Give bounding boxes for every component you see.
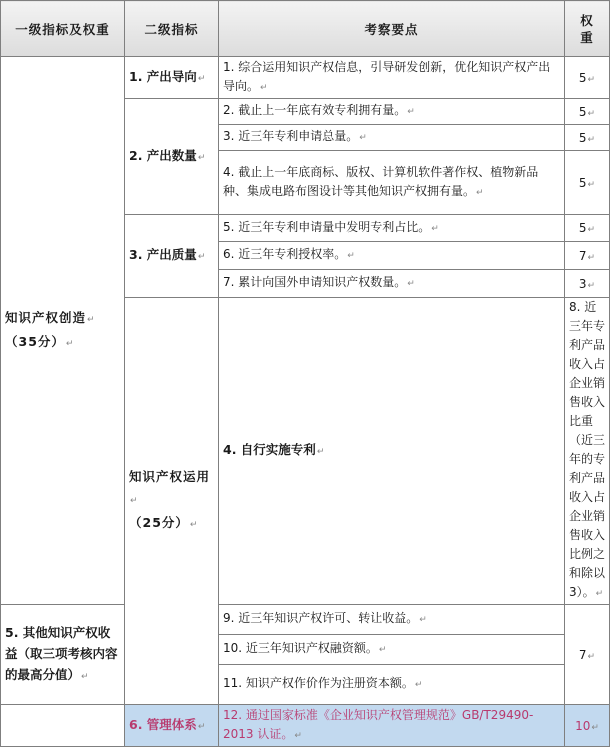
level2-cell-output-quantity: 2. 产出数量↵ [125, 99, 219, 215]
level1-cell-creation: 知识产权创造↵ （35分）↵ [1, 57, 125, 605]
point-cell: 11. 知识产权作价作为注册资本额。↵ [219, 665, 565, 705]
weight-cell: 5↵ [565, 151, 610, 215]
weight-cell: 7↵ [565, 242, 610, 270]
point-cell: 4. 截止上一年底商标、版权、计算机软件著作权、植物新品种、集成电路布图设计等其他知识产权拥有量。↵ [219, 151, 565, 215]
point-cell: 5. 近三年专利申请量中发明专利占比。↵ [219, 215, 565, 242]
level2-cell-management-system: 6. 管理体系↵ [125, 705, 219, 747]
point-cell-highlighted: 12. 通过国家标准《企业知识产权管理规范》GB/T29490-2013 认证。↵ [219, 705, 565, 747]
point-cell: 8. 近三年专利产品收入占企业销售收入比重（近三年的专利产品收入占企业销售收入比例之和除以 3）。↵ [565, 298, 610, 605]
level1-cell-utilization: 知识产权运用↵ （25分）↵ [125, 298, 219, 705]
level2-cell-output-direction: 1. 产出导向↵ [125, 57, 219, 99]
weight-cell-merged: 7↵ [565, 605, 610, 705]
header-level1: 一级指标及权重 [1, 1, 125, 57]
weight-cell: 5↵ [565, 215, 610, 242]
level2-cell-output-quality: 3. 产出质量↵ [125, 215, 219, 298]
point-cell: 9. 近三年知识产权许可、转让收益。↵ [219, 605, 565, 635]
point-cell: 7. 累计向国外申请知识产权数量。↵ [219, 270, 565, 298]
weight-cell: 5↵ [565, 57, 610, 99]
header-level2: 二级指标 [125, 1, 219, 57]
header-weight: 权重 [565, 1, 610, 57]
weight-cell-highlighted: 10↵ [565, 705, 610, 747]
point-cell: 3. 近三年专利申请总量。↵ [219, 125, 565, 151]
level2-cell-other-income: 5. 其他知识产权收益（取三项考核内容的最高分值）↵ [1, 605, 125, 705]
point-cell: 2. 截止上一年底有效专利拥有量。↵ [219, 99, 565, 125]
weight-cell: 5↵ [565, 125, 610, 151]
point-cell: 10. 近三年知识产权融资额。↵ [219, 635, 565, 665]
weight-cell: 3↵ [565, 270, 610, 298]
level2-cell-self-implementation: 4. 自行实施专利↵ [219, 298, 565, 605]
header-points: 考察要点 [219, 1, 565, 57]
point-cell: 1. 综合运用知识产权信息，引导研发创新，优化知识产权产出导向。↵ [219, 57, 565, 99]
level1-cell-management [1, 705, 125, 747]
weight-cell: 5↵ [565, 99, 610, 125]
point-cell: 6. 近三年专利授权率。↵ [219, 242, 565, 270]
